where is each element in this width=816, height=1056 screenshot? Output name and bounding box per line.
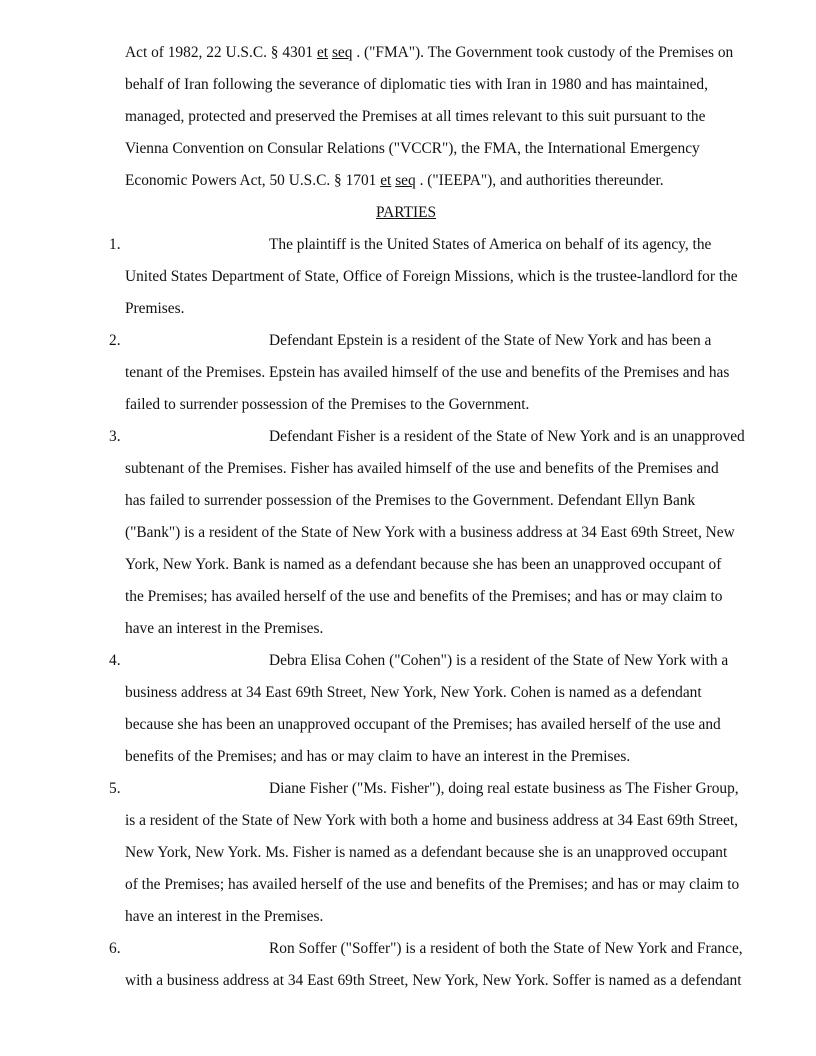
paragraph-number: 1. [109, 236, 121, 253]
et-underlined: et [380, 172, 392, 189]
intro-line-1 [125, 43, 733, 63]
seq-underlined: seq [395, 172, 416, 189]
paragraph-line: Premises. [125, 300, 185, 317]
paragraph-line: Debra Elisa Cohen ("Cohen") is a resident of the State of New York with a [269, 652, 729, 669]
intro-line-3: managed, protected and preserved the Premises at all times relevant to this suit pursuant to the [125, 108, 706, 125]
seq-underlined: seq [331, 44, 353, 61]
paragraph-number: 3. [109, 428, 121, 445]
paragraph-line: the Premises; has availed herself of the use and benefits of the Premises; and has or may claim to [125, 588, 723, 605]
paragraph-line: tenant of the Premises. Epstein has availed himself of the use and benefits of the Premises and has [125, 364, 730, 381]
paragraph-line: United States Department of State, Office of Foreign Missions, which is the trustee-landlord for the [125, 268, 738, 285]
paragraph-line: Defendant Fisher is a resident of the State of New York and is an unapproved [269, 428, 745, 445]
paragraph-line: business address at 34 East 69th Street, New York, New York. Cohen is named as a defendant [125, 684, 702, 701]
paragraph-line: benefits of the Premises; and has or may claim to have an interest in the Premises. [125, 748, 631, 765]
intro-line-5 [125, 171, 664, 191]
section-heading: PARTIES [376, 204, 437, 221]
paragraph-line: is a resident of the State of New York with both a home and business address at 34 East 69th Street, [125, 812, 738, 829]
intro-line-2: behalf of Iran following the severance of diplomatic ties with Iran in 1980 and has maintained, [125, 76, 708, 93]
paragraph-line: have an interest in the Premises. [125, 908, 324, 925]
paragraph-line: ("Bank") is a resident of the State of New York with a business address at 34 East 69th Street, New [125, 524, 735, 541]
paragraph-line: York, New York. Bank is named as a defendant because she has been an unapproved occupant of [125, 556, 722, 573]
paragraph-line: Ron Soffer ("Soffer") is a resident of both the State of New York and France, [269, 940, 743, 957]
intro-text: Economic Powers Act, 50 U.S.C. § 1701 [125, 172, 381, 189]
paragraph-number: 5. [109, 780, 121, 797]
et-underlined: et [316, 44, 329, 61]
paragraph-number: 2. [109, 332, 121, 349]
paragraph-line: have an interest in the Premises. [125, 620, 324, 637]
intro-line-4: Vienna Convention on Consular Relations ("VCCR"), the FMA, the International Emergency [125, 140, 700, 157]
paragraph-line: of the Premises; has availed herself of the use and benefits of the Premises; and has or may claim to [125, 876, 740, 893]
paragraph-number: 6. [109, 940, 121, 957]
intro-text: . ("IEEPA"), and authorities thereunder. [415, 172, 664, 189]
intro-text: Act of 1982, 22 U.S.C. § 4301 [125, 44, 317, 61]
paragraph-line: has failed to surrender possession of the Premises to the Government. Defendant Ellyn Bank [125, 492, 696, 509]
paragraph-line: Diane Fisher ("Ms. Fisher"), doing real estate business as The Fisher Group, [269, 780, 739, 797]
intro-text: . ("FMA"). The Government took custody of the Premises on [352, 44, 734, 61]
paragraph-line: with a business address at 34 East 69th Street, New York, New York. Soffer is named as a defendant [125, 972, 742, 989]
paragraph-line: Defendant Epstein is a resident of the State of New York and has been a [269, 332, 712, 349]
paragraph-line: failed to surrender possession of the Premises to the Government. [125, 396, 530, 413]
paragraph-line: The plaintiff is the United States of America on behalf of its agency, the [269, 236, 712, 253]
paragraph-line: New York, New York. Ms. Fisher is named as a defendant because she is an unapproved occupant [125, 844, 728, 861]
paragraph-number: 4. [109, 652, 121, 669]
paragraph-line: subtenant of the Premises. Fisher has availed himself of the use and benefits of the Premises and [125, 460, 719, 477]
paragraph-line: because she has been an unapproved occupant of the Premises; has availed herself of the use and [125, 716, 721, 733]
